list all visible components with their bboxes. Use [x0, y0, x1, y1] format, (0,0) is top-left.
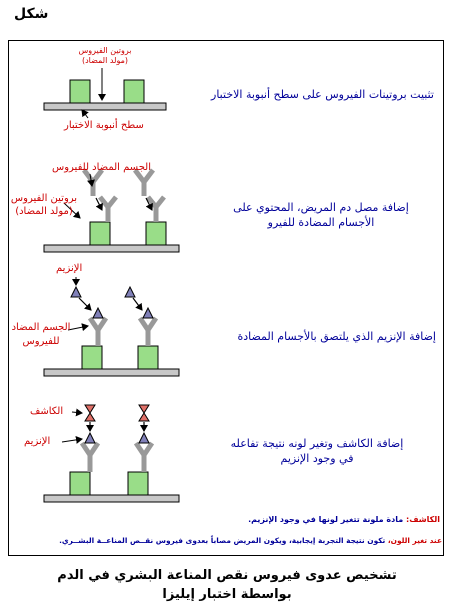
- label-pointer: [62, 439, 82, 442]
- label-pointer: [82, 110, 88, 118]
- virus-protein: [138, 346, 158, 369]
- virus-protein: [90, 222, 110, 245]
- note-term: عند تغير اللون،: [387, 536, 442, 545]
- step-line: إضافة مصل دم المريض، المحتوي على: [233, 201, 409, 214]
- note-def: مادة ملونة تتغير لونها في وجود الإنزيم.: [248, 515, 406, 524]
- bound-antibody: [140, 318, 156, 346]
- caption-line-2: بواسطة اختبار إيليزا: [162, 587, 292, 602]
- caption: [0, 566, 454, 604]
- label-enzyme-2: الإنزيم: [24, 436, 51, 447]
- bound-antibody: [90, 318, 106, 346]
- tube-surface: [44, 495, 179, 502]
- bound-antibody: [82, 443, 98, 472]
- step4-illustration: [44, 405, 179, 502]
- step-line: في وجود الإنزيم: [280, 452, 354, 465]
- label-virus-protein: [10, 192, 78, 218]
- binding-arrow: [133, 298, 142, 310]
- step-line: الأجسام المضادة للفيرو: [267, 216, 375, 229]
- step-line: إضافة الكاشف وتغير لونه نتيجة تفاعله: [230, 437, 404, 450]
- tube-surface: [44, 369, 179, 376]
- label-line: الجسم المضاد: [11, 322, 71, 333]
- attached-enzyme: [85, 433, 95, 443]
- label-indicator: الكاشف: [30, 406, 64, 417]
- free-enzyme: [71, 287, 81, 297]
- label-virus-protein-small: [74, 46, 136, 66]
- free-enzyme: [125, 287, 135, 297]
- label-line: (مولد المضاد): [15, 206, 73, 217]
- label-tube-surface: سطح أنبوبة الاختبار: [64, 120, 144, 131]
- attached-enzyme: [143, 308, 153, 318]
- note-def: تكون نتيجة التجربة إيجابية، ويكون المريض مصاباً بعدوى فيروس نقــص المناعــة البشــري.: [59, 536, 388, 545]
- free-antibody: [135, 170, 153, 196]
- label-line: (مولد المضاد): [81, 56, 129, 65]
- virus-protein: [70, 80, 90, 103]
- label-line: بروتين الفيروس: [78, 46, 132, 55]
- note-term: الكاشف:: [406, 515, 440, 524]
- virus-protein: [70, 472, 90, 495]
- step2-text: [206, 200, 436, 230]
- label-pointer: [72, 412, 82, 413]
- attached-enzyme: [139, 433, 149, 443]
- attached-enzyme: [93, 308, 103, 318]
- virus-protein: [82, 346, 102, 369]
- figure-label: شكل: [14, 6, 49, 22]
- indicator: [139, 405, 149, 421]
- step-line: إضافة الإنزيم الذي يلتصق بالأجسام المضادة: [237, 330, 436, 343]
- label-enzyme: الإنزيم: [56, 263, 83, 274]
- free-antibody: [84, 170, 102, 196]
- label-antibody-to-virus: الجسم المضاد للفيروس: [52, 162, 151, 173]
- label-line: بروتين الفيروس: [10, 193, 78, 204]
- label-line: للفيروس: [22, 336, 60, 347]
- bound-antibody: [136, 443, 152, 472]
- note-color-change: [59, 536, 442, 545]
- tube-surface: [44, 103, 166, 110]
- step1-illustration: [44, 68, 166, 118]
- step-line: تثبيت بروتينات الفيروس على سطح أنبوبة الاختبار: [211, 88, 434, 101]
- indicator: [85, 405, 95, 421]
- tube-surface: [44, 245, 179, 252]
- note-indicator: [248, 515, 440, 524]
- label-antibody-to-virus-2: [10, 321, 72, 349]
- virus-protein: [146, 222, 166, 245]
- virus-protein: [124, 80, 144, 103]
- caption-line-1: تشخيص عدوى فيروس نقص المناعة البشري في الدم: [57, 568, 397, 583]
- step1-text: [194, 88, 434, 102]
- binding-arrow: [79, 298, 91, 310]
- virus-protein: [128, 472, 148, 495]
- step4-text: [202, 436, 432, 466]
- step3-text: [196, 330, 436, 344]
- bound-antibody: [148, 197, 164, 222]
